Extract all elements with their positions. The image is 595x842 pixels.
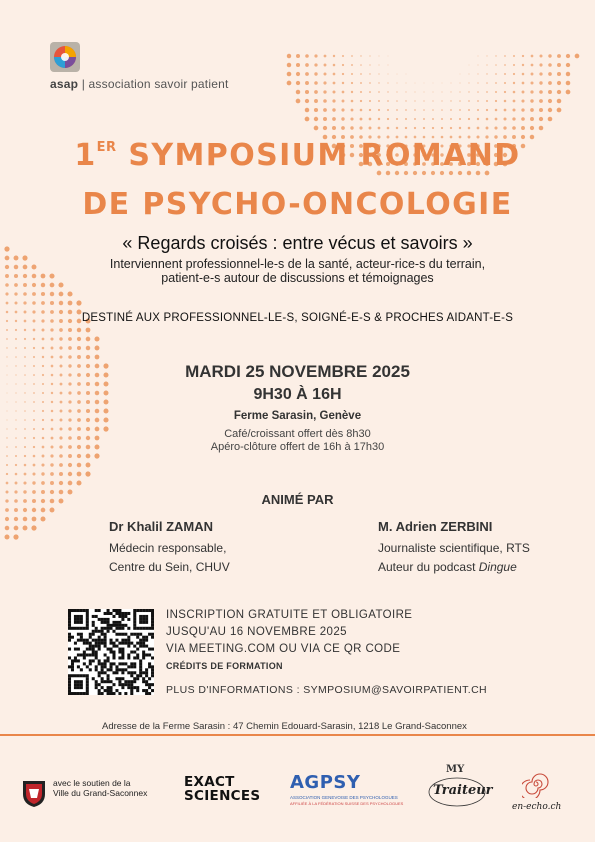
event-time: 9H30 À 16H [253, 386, 342, 403]
my-traiteur-top: MY [446, 764, 465, 775]
event-extra-2: Apéro-clôture offert de 16h à 17h30 [210, 441, 385, 453]
registration-line-2: JUSQU'AU 16 NOVEMBRE 2025 [166, 626, 347, 638]
subtitle: « Regards croisés : entre vécus et savoirs » [122, 233, 473, 253]
hosts-heading: ANIMÉ PAR [261, 492, 334, 507]
info-email[interactable]: PLUS D'INFORMATIONS : SYMPOSIUM@SAVOIRPATIENT.CH [166, 684, 488, 696]
description-line-2: patient-e-s autour de discussions et témoignages [161, 271, 434, 285]
asap-logo-icon [50, 42, 80, 72]
grand-saconnex-line-2: Ville du Grand-Saconnex [53, 788, 148, 798]
host-left-role-1: Médecin responsable, [109, 541, 227, 555]
address: Adresse de la Ferme Sarasin : 47 Chemin Edouard-Sarasin, 1218 Le Grand-Saconnex [102, 721, 467, 732]
divider [0, 734, 595, 736]
host-right-role-1: Journaliste scientifique, RTS [378, 541, 530, 555]
agpsy-sub-2: AFFILIÉE À LA FÉDÉRATION SUISSE DES PSYCHOLOGUES [290, 801, 404, 806]
asap-logo-text: asap | association savoir patient [50, 77, 229, 91]
description-line-1: Interviennent professionnel-le-s de la santé, acteur-rice-s du terrain, [109, 257, 486, 271]
event-venue: Ferme Sarasin, Genève [233, 410, 362, 422]
my-traiteur-main: Traiteur [433, 783, 493, 798]
host-left-role-2: Centre du Sein, CHUV [109, 560, 230, 574]
host-right-role-2: Auteur du podcast Dingue [378, 560, 517, 574]
registration-line-3[interactable]: VIA MEETING.COM OU VIA CE QR CODE [166, 643, 401, 655]
host-left-name: Dr Khalil ZAMAN [109, 519, 213, 534]
agpsy-logo: AGPSY [290, 772, 361, 793]
host-right-name: M. Adrien ZERBINI [378, 519, 493, 534]
en-echo-spiral-icon [522, 770, 550, 798]
grand-saconnex-line-1: avec le soutien de la [53, 778, 131, 788]
agpsy-sub-1: ASSOCIATION GENEVOISE DES PSYCHOLOGUES [290, 795, 398, 800]
training-credits: CRÉDITS DE FORMATION [166, 661, 283, 671]
registration-qr-code[interactable] [68, 609, 154, 695]
grand-saconnex-crest-icon [22, 780, 46, 808]
title-line-1: 1ER SYMPOSIUM ROMAND [74, 138, 521, 173]
registration-line-1: INSCRIPTION GRATUITE ET OBLIGATOIRE [166, 609, 413, 621]
event-date: MARDI 25 NOVEMBRE 2025 [185, 362, 410, 381]
title-line-2: DE PSYCHO-ONCOLOGIE [82, 187, 513, 222]
exact-sciences-logo: EXACT SCIENCES [184, 774, 261, 804]
audience: DESTINÉ AUX PROFESSIONNEL-LE-S, SOIGNÉ-E-S & PROCHES AIDANT-E-S [81, 312, 514, 324]
event-extra-1: Café/croissant offert dès 8h30 [224, 428, 371, 440]
en-echo-logo: en-echo.ch [512, 802, 562, 812]
